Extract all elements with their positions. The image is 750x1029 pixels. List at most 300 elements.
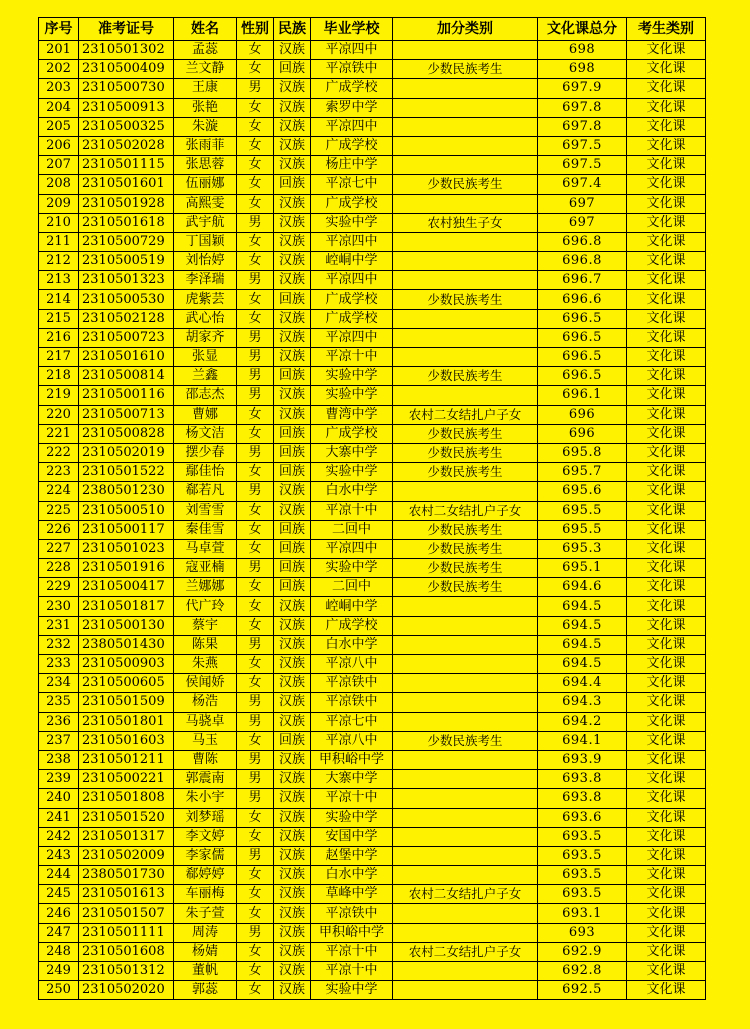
cell-name: 郗若凡 [174, 482, 237, 501]
cell-ethnicity: 回族 [274, 520, 311, 539]
cell-school: 白水中学 [311, 635, 393, 654]
cell-candidate-type: 文化课 [627, 578, 706, 597]
cell-seq: 230 [39, 597, 79, 616]
cell-bonus-category [393, 386, 538, 405]
cell-exam-id: 2310502019 [79, 443, 174, 462]
cell-exam-id: 2380501730 [79, 866, 174, 885]
cell-exam-id: 2380501230 [79, 482, 174, 501]
cell-gender: 女 [237, 117, 274, 136]
cell-bonus-category [393, 616, 538, 635]
cell-name: 杨浩 [174, 693, 237, 712]
cell-gender: 女 [237, 578, 274, 597]
cell-ethnicity: 汉族 [274, 885, 311, 904]
cell-exam-id: 2310500903 [79, 655, 174, 674]
cell-exam-id: 2310500417 [79, 578, 174, 597]
cell-bonus-category [393, 827, 538, 846]
cell-school: 崆峒中学 [311, 252, 393, 271]
table-row [39, 712, 706, 731]
cell-gender: 女 [237, 981, 274, 1000]
cell-gender: 男 [237, 750, 274, 769]
cell-name: 朱子萱 [174, 904, 237, 923]
cell-seq: 220 [39, 405, 79, 424]
cell-ethnicity: 汉族 [274, 923, 311, 942]
cell-ethnicity: 汉族 [274, 942, 311, 961]
cell-gender: 女 [237, 41, 274, 60]
header-exam-id: 准考证号 [79, 18, 174, 41]
cell-exam-id: 2310502020 [79, 981, 174, 1000]
table-row [39, 136, 706, 155]
cell-seq: 241 [39, 808, 79, 827]
table-row [39, 693, 706, 712]
cell-seq: 234 [39, 674, 79, 693]
cell-gender: 女 [237, 731, 274, 750]
cell-total-score: 694.6 [538, 578, 627, 597]
cell-bonus-category [393, 866, 538, 885]
cell-total-score: 695.8 [538, 443, 627, 462]
cell-ethnicity: 回族 [274, 559, 311, 578]
cell-exam-id: 2380501430 [79, 635, 174, 654]
cell-name: 兰娜娜 [174, 578, 237, 597]
table-row [39, 808, 706, 827]
cell-ethnicity: 汉族 [274, 386, 311, 405]
cell-candidate-type: 文化课 [627, 41, 706, 60]
cell-school: 广成学校 [311, 424, 393, 443]
table-row [39, 904, 706, 923]
cell-gender: 女 [237, 309, 274, 328]
cell-bonus-category [393, 770, 538, 789]
cell-ethnicity: 汉族 [274, 616, 311, 635]
cell-bonus-category [393, 962, 538, 981]
cell-school: 广成学校 [311, 309, 393, 328]
table-row [39, 41, 706, 60]
cell-gender: 男 [237, 712, 274, 731]
table-body [39, 41, 706, 1000]
cell-school: 平凉铁中 [311, 60, 393, 79]
cell-gender: 女 [237, 808, 274, 827]
cell-school: 安国中学 [311, 827, 393, 846]
cell-candidate-type: 文化课 [627, 693, 706, 712]
cell-exam-id: 2310501507 [79, 904, 174, 923]
table-row [39, 98, 706, 117]
cell-bonus-category [393, 232, 538, 251]
cell-seq: 247 [39, 923, 79, 942]
table-row [39, 789, 706, 808]
cell-gender: 女 [237, 175, 274, 194]
cell-total-score: 697.8 [538, 117, 627, 136]
cell-candidate-type: 文化课 [627, 885, 706, 904]
table-row [39, 616, 706, 635]
cell-name: 伍丽娜 [174, 175, 237, 194]
cell-bonus-category: 少数民族考生 [393, 367, 538, 386]
cell-seq: 232 [39, 635, 79, 654]
cell-ethnicity: 汉族 [274, 232, 311, 251]
cell-school: 白水中学 [311, 866, 393, 885]
cell-ethnicity: 汉族 [274, 328, 311, 347]
cell-school: 实验中学 [311, 367, 393, 386]
table-row [39, 731, 706, 750]
cell-bonus-category: 农村二女结扎户子女 [393, 405, 538, 424]
cell-bonus-category: 农村二女结扎户子女 [393, 501, 538, 520]
table-row [39, 348, 706, 367]
cell-total-score: 693.1 [538, 904, 627, 923]
cell-school: 平凉八中 [311, 655, 393, 674]
cell-total-score: 694.5 [538, 597, 627, 616]
cell-total-score: 695.6 [538, 482, 627, 501]
cell-candidate-type: 文化课 [627, 232, 706, 251]
cell-ethnicity: 回族 [274, 731, 311, 750]
cell-candidate-type: 文化课 [627, 962, 706, 981]
cell-gender: 女 [237, 405, 274, 424]
cell-exam-id: 2310502009 [79, 846, 174, 865]
cell-exam-id: 2310500117 [79, 520, 174, 539]
cell-bonus-category [393, 693, 538, 712]
cell-gender: 女 [237, 616, 274, 635]
cell-name: 秦佳雪 [174, 520, 237, 539]
cell-seq: 250 [39, 981, 79, 1000]
cell-candidate-type: 文化课 [627, 60, 706, 79]
cell-exam-id: 2310501312 [79, 962, 174, 981]
cell-bonus-category [393, 41, 538, 60]
cell-total-score: 697.9 [538, 79, 627, 98]
cell-candidate-type: 文化课 [627, 309, 706, 328]
cell-name: 朱小宇 [174, 789, 237, 808]
cell-candidate-type: 文化课 [627, 923, 706, 942]
cell-ethnicity: 回族 [274, 60, 311, 79]
cell-bonus-category [393, 635, 538, 654]
cell-bonus-category [393, 136, 538, 155]
cell-exam-id: 2310500130 [79, 616, 174, 635]
cell-school: 平凉十中 [311, 942, 393, 961]
cell-name: 刘梦瑶 [174, 808, 237, 827]
cell-exam-id: 2310501808 [79, 789, 174, 808]
cell-ethnicity: 回族 [274, 175, 311, 194]
cell-exam-id: 2310501618 [79, 213, 174, 232]
table-row [39, 405, 706, 424]
table-header [39, 18, 706, 41]
cell-bonus-category [393, 904, 538, 923]
table-row [39, 175, 706, 194]
cell-exam-id: 2310500519 [79, 252, 174, 271]
cell-name: 王康 [174, 79, 237, 98]
table-row [39, 213, 706, 232]
cell-candidate-type: 文化课 [627, 443, 706, 462]
cell-name: 董帆 [174, 962, 237, 981]
table-row [39, 597, 706, 616]
cell-seq: 227 [39, 539, 79, 558]
cell-bonus-category: 少数民族考生 [393, 290, 538, 309]
cell-candidate-type: 文化课 [627, 117, 706, 136]
table-row [39, 981, 706, 1000]
cell-exam-id: 2310501928 [79, 194, 174, 213]
cell-candidate-type: 文化课 [627, 213, 706, 232]
cell-total-score: 693.5 [538, 827, 627, 846]
cell-candidate-type: 文化课 [627, 674, 706, 693]
cell-gender: 男 [237, 693, 274, 712]
cell-total-score: 696 [538, 405, 627, 424]
cell-total-score: 697 [538, 213, 627, 232]
cell-total-score: 693.6 [538, 808, 627, 827]
cell-name: 高熙雯 [174, 194, 237, 213]
cell-seq: 236 [39, 712, 79, 731]
cell-gender: 男 [237, 482, 274, 501]
cell-school: 甲积峪中学 [311, 750, 393, 769]
cell-bonus-category: 农村二女结扎户子女 [393, 885, 538, 904]
cell-exam-id: 2310501801 [79, 712, 174, 731]
cell-total-score: 693.5 [538, 885, 627, 904]
cell-total-score: 697.4 [538, 175, 627, 194]
cell-school: 实验中学 [311, 559, 393, 578]
cell-total-score: 696.1 [538, 386, 627, 405]
cell-school: 索罗中学 [311, 98, 393, 117]
cell-candidate-type: 文化课 [627, 79, 706, 98]
cell-name: 杨文洁 [174, 424, 237, 443]
cell-ethnicity: 汉族 [274, 770, 311, 789]
cell-exam-id: 2310501610 [79, 348, 174, 367]
cell-gender: 男 [237, 386, 274, 405]
cell-candidate-type: 文化课 [627, 194, 706, 213]
cell-total-score: 693.8 [538, 789, 627, 808]
cell-seq: 209 [39, 194, 79, 213]
cell-name: 鄢佳怡 [174, 463, 237, 482]
cell-school: 平凉八中 [311, 731, 393, 750]
cell-gender: 女 [237, 424, 274, 443]
cell-name: 马骁卓 [174, 712, 237, 731]
cell-bonus-category [393, 328, 538, 347]
cell-seq: 249 [39, 962, 79, 981]
cell-name: 马卓萱 [174, 539, 237, 558]
cell-seq: 233 [39, 655, 79, 674]
cell-candidate-type: 文化课 [627, 827, 706, 846]
cell-gender: 男 [237, 923, 274, 942]
cell-exam-id: 2310500510 [79, 501, 174, 520]
cell-seq: 240 [39, 789, 79, 808]
table-row [39, 962, 706, 981]
cell-total-score: 694.5 [538, 635, 627, 654]
cell-exam-id: 2310501509 [79, 693, 174, 712]
cell-exam-id: 2310500530 [79, 290, 174, 309]
cell-ethnicity: 汉族 [274, 789, 311, 808]
cell-total-score: 697.5 [538, 136, 627, 155]
cell-exam-id: 2310500828 [79, 424, 174, 443]
cell-name: 刘雪雪 [174, 501, 237, 520]
cell-total-score: 694.5 [538, 616, 627, 635]
cell-total-score: 697.5 [538, 156, 627, 175]
cell-ethnicity: 汉族 [274, 866, 311, 885]
cell-bonus-category [393, 789, 538, 808]
table-row [39, 328, 706, 347]
cell-seq: 223 [39, 463, 79, 482]
cell-candidate-type: 文化课 [627, 866, 706, 885]
header-bonus-category: 加分类别 [393, 18, 538, 41]
cell-ethnicity: 回族 [274, 290, 311, 309]
cell-total-score: 694.3 [538, 693, 627, 712]
cell-exam-id: 2310500116 [79, 386, 174, 405]
cell-school: 实验中学 [311, 386, 393, 405]
cell-school: 广成学校 [311, 290, 393, 309]
cell-school: 平凉四中 [311, 539, 393, 558]
cell-gender: 男 [237, 559, 274, 578]
cell-name: 张思蓉 [174, 156, 237, 175]
cell-candidate-type: 文化课 [627, 367, 706, 386]
cell-candidate-type: 文化课 [627, 156, 706, 175]
cell-candidate-type: 文化课 [627, 290, 706, 309]
cell-ethnicity: 汉族 [274, 846, 311, 865]
cell-candidate-type: 文化课 [627, 731, 706, 750]
cell-seq: 237 [39, 731, 79, 750]
cell-seq: 202 [39, 60, 79, 79]
cell-candidate-type: 文化课 [627, 348, 706, 367]
cell-bonus-category: 农村二女结扎户子女 [393, 942, 538, 961]
cell-total-score: 695.5 [538, 501, 627, 520]
cell-exam-id: 2310501603 [79, 731, 174, 750]
header-name: 姓名 [174, 18, 237, 41]
table-row [39, 750, 706, 769]
cell-school: 平凉七中 [311, 175, 393, 194]
cell-school: 甲积峪中学 [311, 923, 393, 942]
cell-school: 实验中学 [311, 213, 393, 232]
cell-school: 平凉十中 [311, 501, 393, 520]
cell-candidate-type: 文化课 [627, 635, 706, 654]
cell-bonus-category: 少数民族考生 [393, 539, 538, 558]
cell-name: 朱燕 [174, 655, 237, 674]
cell-seq: 238 [39, 750, 79, 769]
table-row [39, 271, 706, 290]
header-ethnicity: 民族 [274, 18, 311, 41]
cell-total-score: 692.5 [538, 981, 627, 1000]
cell-gender: 男 [237, 328, 274, 347]
cell-seq: 205 [39, 117, 79, 136]
cell-name: 武心怡 [174, 309, 237, 328]
table-row [39, 866, 706, 885]
table-row [39, 309, 706, 328]
cell-exam-id: 2310502128 [79, 309, 174, 328]
cell-exam-id: 2310502028 [79, 136, 174, 155]
cell-school: 曹湾中学 [311, 405, 393, 424]
cell-bonus-category: 少数民族考生 [393, 443, 538, 462]
cell-exam-id: 2310500713 [79, 405, 174, 424]
cell-candidate-type: 文化课 [627, 252, 706, 271]
cell-ethnicity: 汉族 [274, 271, 311, 290]
table-row [39, 79, 706, 98]
cell-candidate-type: 文化课 [627, 98, 706, 117]
cell-name: 周涛 [174, 923, 237, 942]
cell-total-score: 695.1 [538, 559, 627, 578]
cell-exam-id: 2310500814 [79, 367, 174, 386]
cell-gender: 男 [237, 348, 274, 367]
cell-school: 平凉四中 [311, 328, 393, 347]
cell-candidate-type: 文化课 [627, 616, 706, 635]
cell-total-score: 698 [538, 60, 627, 79]
table-row [39, 674, 706, 693]
header-row [39, 18, 706, 41]
cell-total-score: 696.5 [538, 367, 627, 386]
cell-school: 二回中 [311, 520, 393, 539]
cell-bonus-category [393, 156, 538, 175]
cell-bonus-category [393, 750, 538, 769]
cell-bonus-category [393, 923, 538, 942]
cell-school: 二回中 [311, 578, 393, 597]
table-row [39, 156, 706, 175]
cell-candidate-type: 文化课 [627, 136, 706, 155]
cell-total-score: 695.5 [538, 520, 627, 539]
cell-seq: 215 [39, 309, 79, 328]
table-row [39, 252, 706, 271]
cell-total-score: 696 [538, 424, 627, 443]
table-row [39, 539, 706, 558]
cell-candidate-type: 文化课 [627, 942, 706, 961]
cell-gender: 女 [237, 655, 274, 674]
header-candidate-type: 考生类别 [627, 18, 706, 41]
cell-bonus-category [393, 98, 538, 117]
cell-school: 平凉十中 [311, 789, 393, 808]
cell-bonus-category [393, 597, 538, 616]
cell-exam-id: 2310501317 [79, 827, 174, 846]
cell-name: 邵志杰 [174, 386, 237, 405]
cell-name: 李家儒 [174, 846, 237, 865]
cell-name: 蔡宇 [174, 616, 237, 635]
cell-name: 张艳 [174, 98, 237, 117]
cell-bonus-category: 农村独生子女 [393, 213, 538, 232]
cell-exam-id: 2310501601 [79, 175, 174, 194]
cell-total-score: 693.5 [538, 866, 627, 885]
cell-ethnicity: 汉族 [274, 808, 311, 827]
table-row [39, 846, 706, 865]
cell-seq: 218 [39, 367, 79, 386]
cell-candidate-type: 文化课 [627, 655, 706, 674]
cell-school: 平凉铁中 [311, 674, 393, 693]
cell-name: 曹娜 [174, 405, 237, 424]
cell-school: 大寨中学 [311, 770, 393, 789]
cell-seq: 244 [39, 866, 79, 885]
cell-exam-id: 2310501916 [79, 559, 174, 578]
cell-bonus-category: 少数民族考生 [393, 520, 538, 539]
cell-gender: 男 [237, 79, 274, 98]
cell-seq: 214 [39, 290, 79, 309]
cell-school: 平凉七中 [311, 712, 393, 731]
table-row [39, 367, 706, 386]
cell-gender: 男 [237, 635, 274, 654]
cell-gender: 女 [237, 290, 274, 309]
header-seq: 序号 [39, 18, 79, 41]
cell-ethnicity: 汉族 [274, 962, 311, 981]
cell-candidate-type: 文化课 [627, 463, 706, 482]
cell-ethnicity: 汉族 [274, 981, 311, 1000]
cell-name: 胡家齐 [174, 328, 237, 347]
admission-score-table [38, 17, 706, 1000]
cell-seq: 226 [39, 520, 79, 539]
table-row [39, 463, 706, 482]
cell-ethnicity: 汉族 [274, 136, 311, 155]
cell-school: 平凉四中 [311, 271, 393, 290]
cell-seq: 243 [39, 846, 79, 865]
cell-ethnicity: 汉族 [274, 252, 311, 271]
cell-name: 朱漩 [174, 117, 237, 136]
cell-school: 平凉十中 [311, 962, 393, 981]
cell-candidate-type: 文化课 [627, 424, 706, 443]
cell-total-score: 695.3 [538, 539, 627, 558]
cell-name: 武宇航 [174, 213, 237, 232]
cell-name: 郭震南 [174, 770, 237, 789]
cell-seq: 201 [39, 41, 79, 60]
cell-ethnicity: 汉族 [274, 98, 311, 117]
cell-name: 侯闻娇 [174, 674, 237, 693]
cell-ethnicity: 汉族 [274, 712, 311, 731]
cell-seq: 213 [39, 271, 79, 290]
cell-ethnicity: 回族 [274, 578, 311, 597]
cell-seq: 212 [39, 252, 79, 271]
cell-candidate-type: 文化课 [627, 405, 706, 424]
cell-ethnicity: 回族 [274, 539, 311, 558]
